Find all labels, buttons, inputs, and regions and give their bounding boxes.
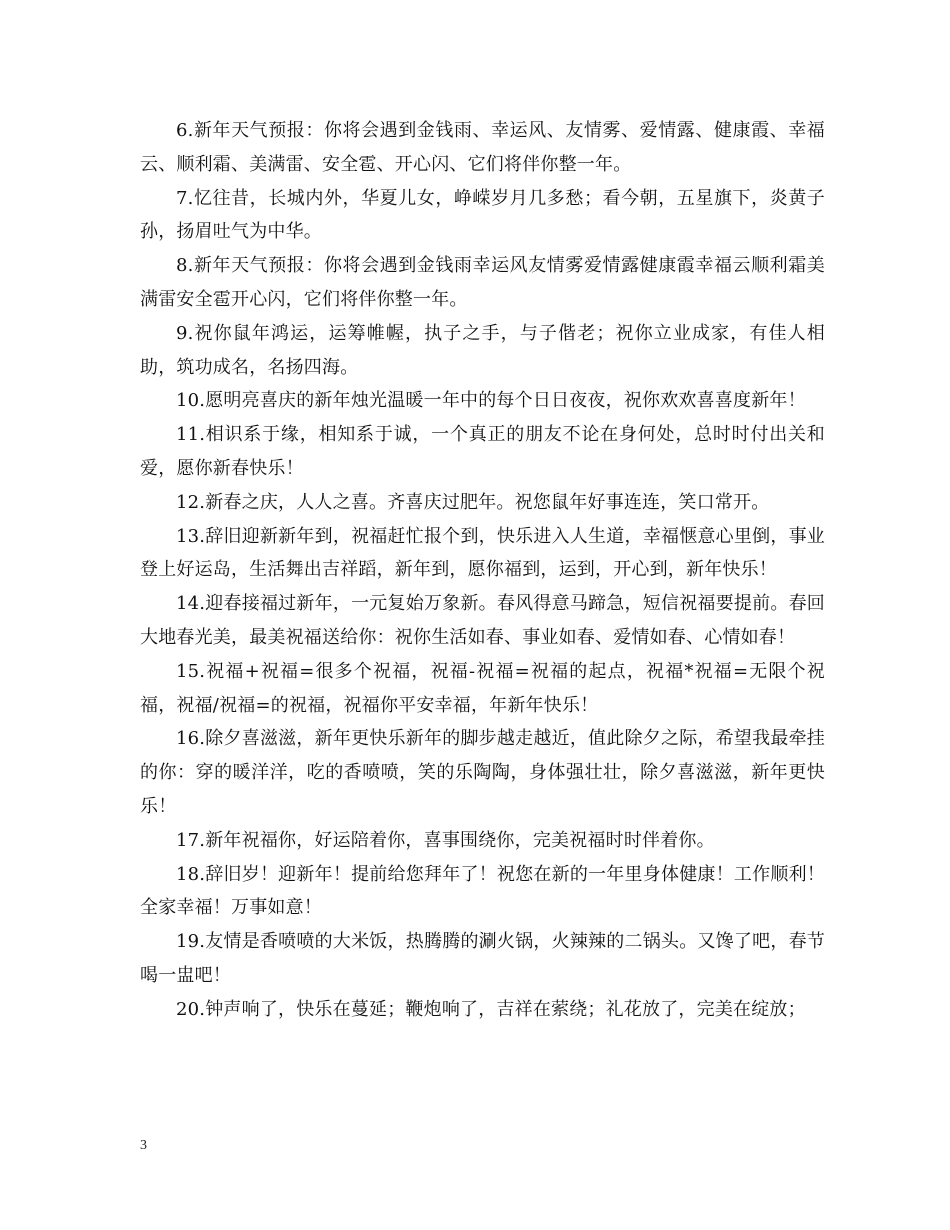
- paragraph-14: 14.迎春接福过新年，一元复始万象新。春风得意马蹄急，短信祝福要提前。春回大地春光美，最美祝福送给你：祝你生活如春、事业如春、爱情如春、心情如春！: [140, 593, 825, 648]
- paragraph-6: 6.新年天气预报：你将会遇到金钱雨、幸运风、友情雾、爱情露、健康霞、幸福云、顺利霜、美满雷、安全雹、开心闪、它们将伴你整一年。: [140, 120, 825, 175]
- paragraph-19: 19.友情是香喷喷的大米饭，热腾腾的涮火锅，火辣辣的二锅头。又馋了吧，春节喝一盅吧！: [140, 931, 825, 986]
- paragraph-10: 10.愿明亮喜庆的新年烛光温暖一年中的每个日日夜夜，祝你欢欢喜喜度新年！: [176, 390, 806, 412]
- paragraph-7: 7.忆往昔，长城内外，华夏儿女，峥嵘岁月几多愁；看今朝，五星旗下，炎黄子孙，扬眉吐气为中华。: [140, 187, 825, 243]
- document-body: [140, 114, 825, 1027]
- page-number: 3: [140, 1138, 147, 1153]
- paragraph-11: 11.相识系于缘，相知系于诚，一个真正的朋友不论在身何处，总时时付出关和爱，愿你新春快乐！: [140, 424, 825, 479]
- paragraph-18: 18.辞旧岁！迎新年！提前给您拜年了！祝您在新的一年里身体健康！工作顺利！全家幸福！万事如意！: [140, 863, 825, 919]
- paragraph-17: 17.新年祝福你，好运陪着你，喜事围绕你，完美祝福时时伴着你。: [176, 829, 715, 851]
- paragraph-8: 8.新年天气预报：你将会遇到金钱雨幸运风友情雾爱情露健康霞幸福云顺利霜美满雷安全雹开心闪，它们将伴你整一年。: [140, 255, 825, 310]
- paragraph-12: 12.新春之庆，人人之喜。齐喜庆过肥年。祝您鼠年好事连连，笑口常开。: [176, 491, 770, 513]
- paragraph-13: 13.辞旧迎新新年到，祝福赶忙报个到，快乐进入人生道，幸福惬意心里倒，事业登上好运岛，生活舞出吉祥蹈，新年到，愿你福到，运到，开心到，新年快乐！: [140, 525, 825, 581]
- paragraph-16: 16.除夕喜滋滋，新年更快乐新年的脚步越走越近，值此除夕之际，希望我最牵挂的你：穿的暖洋洋，吃的香喷喷，笑的乐陶陶，身体强壮壮，除夕喜滋滋，新年更快乐！: [140, 728, 825, 817]
- paragraph-20: 20.钟声响了，快乐在蔓延；鞭炮响了，吉祥在萦绕；礼花放了，完美在绽放；: [176, 998, 806, 1020]
- paragraph-9: 9.祝你鼠年鸿运，运筹帷幄，执子之手，与子偕老；祝你立业成家，有佳人相助，筑功成名，名扬四海。: [140, 322, 825, 378]
- paragraph-15: 15.祝福+祝福=很多个祝福，祝福-祝福=祝福的起点，祝福*祝福=无限个祝福，祝福/祝福=的祝福，祝福你平安幸福，年新年快乐！: [140, 660, 825, 716]
